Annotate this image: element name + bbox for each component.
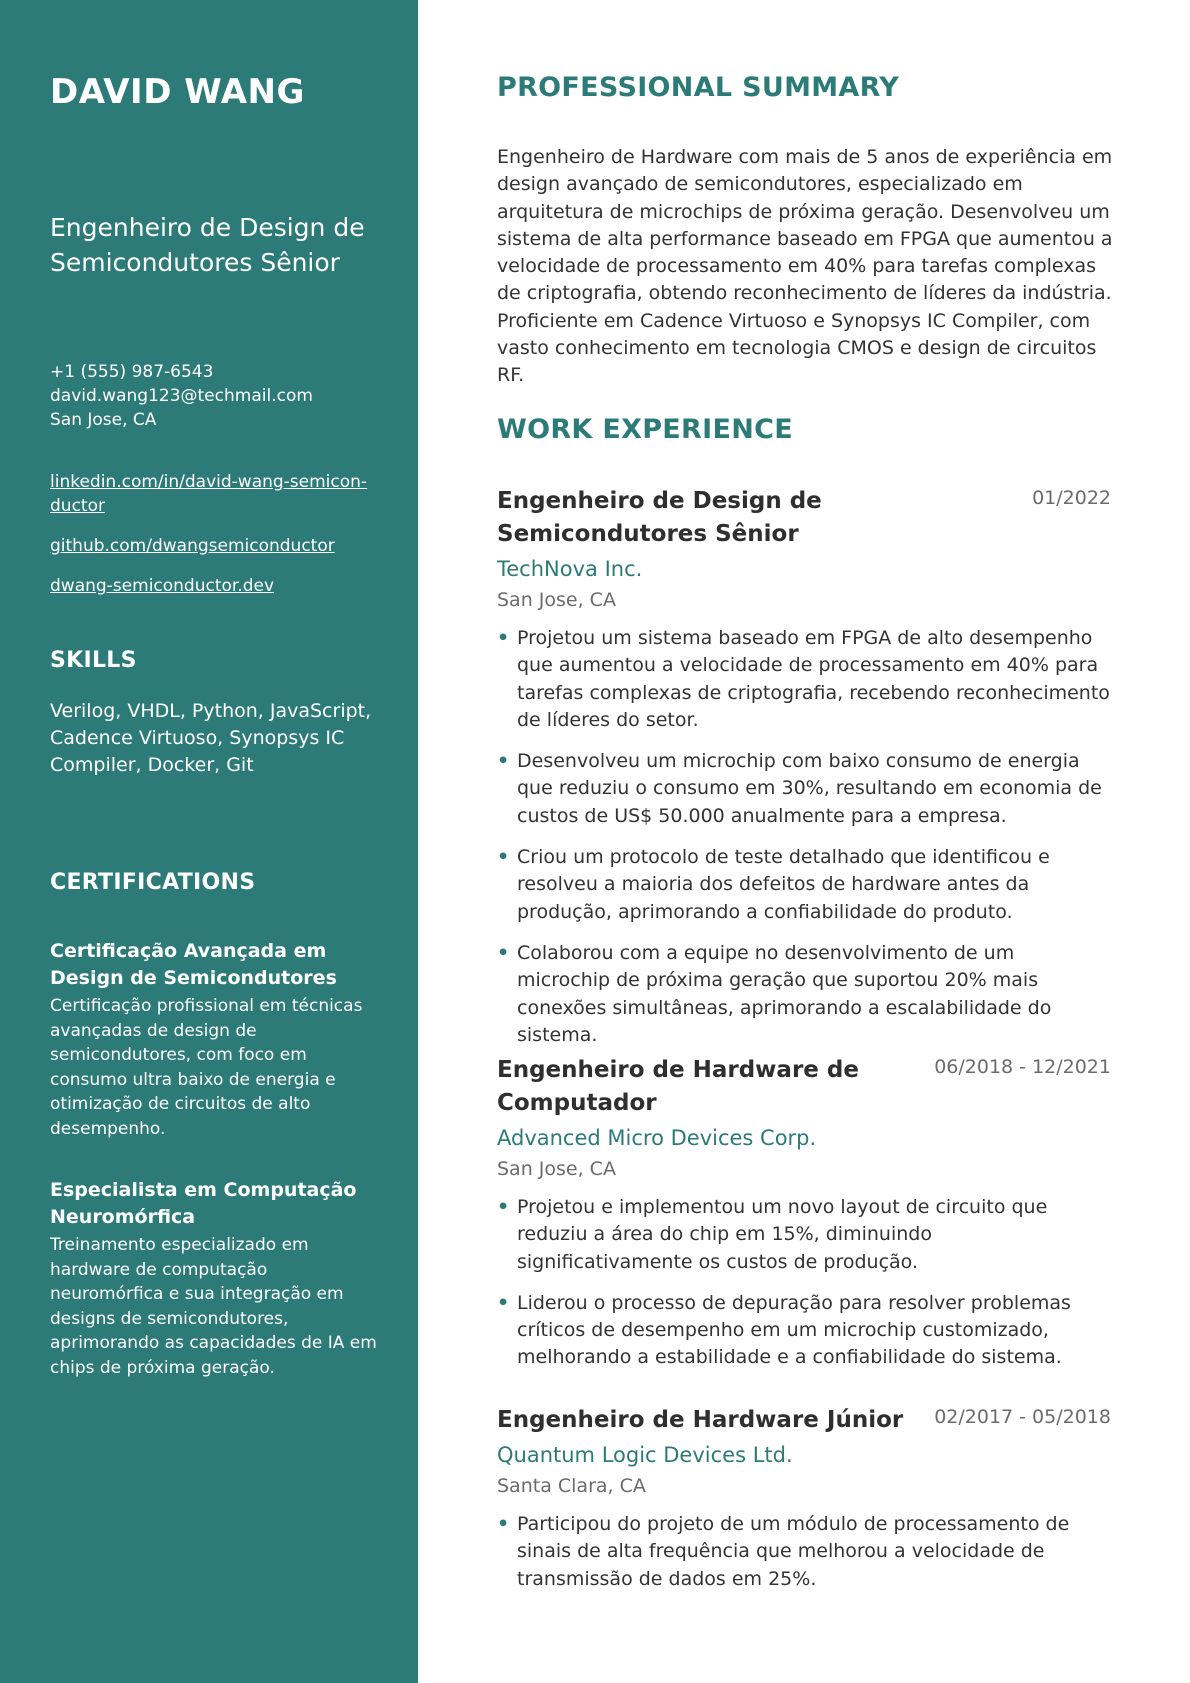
job-header (497, 1404, 1111, 1437)
bullet-icon: • (497, 1513, 510, 1535)
phone: +1 (555) 987-6543 (50, 362, 214, 382)
main-content (418, 0, 1190, 1683)
contact-block (50, 360, 380, 432)
skills-heading: SKILLS (50, 648, 137, 673)
github-link[interactable]: github.com/dwangsemiconductor (50, 536, 335, 556)
certification-item (50, 938, 380, 1141)
job-entry (497, 1054, 1111, 1386)
bullet-text: Criou um protocolo de teste detalhado que identificou e resolveu a maioria dos defeitos de hardware antes da produção, aprimorando a confiabilidade do produto. (517, 846, 1050, 923)
website-link[interactable]: dwang-semiconductor.dev (50, 576, 275, 596)
job-company: Quantum Logic Devices Ltd. (497, 1443, 793, 1467)
certification-description: Certificação profissional em técnicas avançadas de design de semicondutores, com foco em consumo ultra baixo de energia e otimização de circuitos de alto desempenho. (50, 996, 363, 1139)
candidate-role: Engenheiro de Design de Semicondutores Sênior (50, 213, 365, 277)
bullet-icon: • (497, 1291, 510, 1314)
list-item (497, 1194, 1111, 1276)
candidate-name: DAVID WANG (50, 72, 305, 112)
job-company: Advanced Micro Devices Corp. (497, 1126, 817, 1150)
bullet-icon: • (497, 846, 510, 869)
list-item (497, 844, 1111, 926)
bullet-text: Projetou um sistema baseado em FPGA de alto desempenho que aumentou a velocidade de processamento em 40% para tarefas complexas de criptografia, recebendo reconhecimento de líderes do setor. (517, 627, 1110, 731)
links-block (50, 470, 380, 614)
summary-text: Engenheiro de Hardware com mais de 5 anos de experiência em design avançado de semicondutores, especializado em arquitetura de microchips de próxima geração. Desenvolveu um sistema de alta performance baseado em FPGA que aumentou a velocidade de processamento em 40% para tarefas complexas de criptografia, obtendo reconhecimento de líderes da indústria. Proficiente em Cadence Virtuoso e Synopsys IC Compiler, com vasto conhecimento em tecnologia CMOS e design de circuitos RF. (497, 146, 1113, 387)
experience-heading: WORK EXPERIENCE (497, 414, 793, 445)
job-title: Engenheiro de Hardware Júnior (497, 1407, 904, 1433)
linkedin-link[interactable]: linkedin.com/in/david-wang-semicon-ductor (50, 472, 368, 516)
bullet-icon: • (497, 627, 510, 649)
job-bullets (497, 1194, 1111, 1372)
job-bullets (497, 1511, 1111, 1593)
bullet-text: Colaborou com a equipe no desenvolvimento de um microchip de próxima geração que suportou 20% mais conexões simultâneas, aprimorando a escalabilidade do sistema. (517, 941, 1052, 1046)
bullet-text: Participou do projeto de um módulo de processamento de sinais de alta frequência que melhorou a velocidade de transmissão de dados em 25%. (517, 1513, 1070, 1590)
job-date: 02/2017 - 05/2018 (934, 1406, 1111, 1428)
summary-heading: PROFESSIONAL SUMMARY (497, 72, 900, 103)
job-location: San Jose, CA (497, 1158, 616, 1180)
job-header (497, 485, 1111, 551)
location: San Jose, CA (50, 410, 157, 430)
bullet-icon: • (497, 1196, 510, 1218)
job-location: Santa Clara, CA (497, 1475, 646, 1497)
job-date: 01/2022 (1032, 487, 1111, 509)
list-item (497, 1511, 1111, 1593)
certification-title: Certificação Avançada em Design de Semicondutores (50, 940, 337, 989)
job-bullets (497, 625, 1111, 1049)
bullet-text: Projetou e implementou um novo layout de circuito que reduziu a área do chip em 15%, diminuindo significativamente os custos de produção. (517, 1196, 1048, 1273)
bullet-text: Liderou o processo de depuração para resolver problemas críticos de desempenho em um microchip customizado, melhorando a estabilidade e a confiabilidade do sistema. (517, 1291, 1071, 1369)
skills-text: Verilog, VHDL, Python, JavaScript, Cadence Virtuoso, Synopsys IC Compiler, Docker, Git (50, 700, 372, 776)
email: david.wang123@techmail.com (50, 386, 313, 406)
job-title: Engenheiro de Design de Semicondutores Sênior (497, 488, 822, 547)
bullet-icon: • (497, 941, 510, 964)
list-item (497, 1290, 1111, 1372)
job-company: TechNova Inc. (497, 557, 643, 581)
job-entry (497, 485, 1111, 1063)
job-header (497, 1054, 1111, 1120)
certification-item (50, 1177, 380, 1380)
bullet-icon: • (497, 750, 510, 773)
job-entry (497, 1404, 1111, 1607)
job-location: San Jose, CA (497, 589, 616, 611)
list-item (497, 748, 1111, 830)
list-item (497, 940, 1111, 1049)
certification-description: Treinamento especializado em hardware de computação neuromórfica e sua integração em designs de semicondutores, aprimorando as capacidades de IA em chips de próxima geração. (50, 1235, 377, 1378)
certifications-heading: CERTIFICATIONS (50, 870, 256, 895)
certification-title: Especialista em Computação Neuromórfica (50, 1179, 357, 1228)
sidebar (0, 0, 418, 1683)
list-item (497, 625, 1111, 734)
job-title: Engenheiro de Hardware de Computador (497, 1057, 859, 1116)
job-date: 06/2018 - 12/2021 (934, 1056, 1111, 1078)
bullet-text: Desenvolveu um microchip com baixo consumo de energia que reduziu o consumo em 30%, resultando em economia de custos de US$ 50.000 anualmente para a empresa. (517, 750, 1102, 827)
